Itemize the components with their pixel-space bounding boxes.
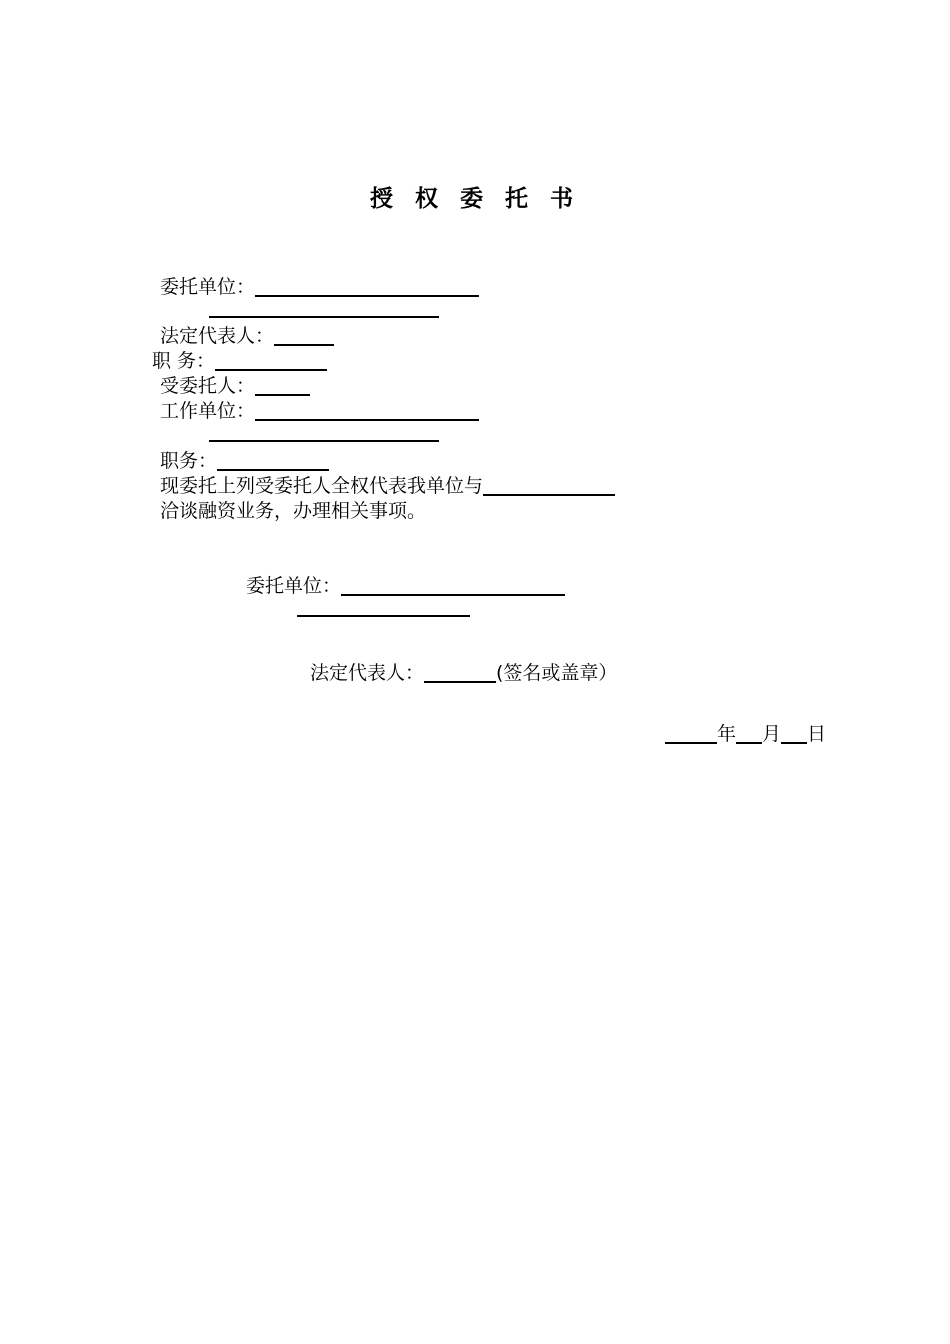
signature-unit-blank[interactable]	[341, 574, 565, 596]
position-blank-2[interactable]	[217, 449, 329, 471]
month-blank[interactable]	[736, 722, 762, 744]
document-title: 授 权 委 托 书	[369, 186, 581, 212]
legal-rep-row	[160, 324, 334, 348]
sign-or-seal-note: (签名或盖章）	[496, 662, 618, 684]
signature-rep-row	[310, 661, 617, 685]
legal-rep-blank[interactable]	[274, 324, 334, 346]
signature-rep-label: 法定代表人：	[310, 662, 425, 684]
trustee-row	[160, 374, 310, 398]
position-row-1	[152, 349, 327, 373]
counterparty-blank[interactable]	[483, 474, 615, 496]
position-label-1: 职 务：	[152, 350, 216, 372]
position-blank-1[interactable]	[215, 349, 327, 371]
entrusting-unit-blank[interactable]	[255, 275, 479, 297]
day-label: 日	[807, 723, 827, 745]
body-text-1: 现委托上列受委托人全权代表我单位与	[160, 475, 484, 497]
work-unit-label: 工作单位：	[160, 400, 256, 422]
signature-unit-label: 委托单位：	[246, 575, 342, 597]
year-blank[interactable]	[665, 722, 717, 744]
work-unit-row	[160, 399, 479, 423]
entrusting-unit-row	[160, 275, 479, 299]
entrusting-unit-label: 委托单位：	[160, 276, 256, 298]
signature-rep-blank[interactable]	[424, 661, 496, 683]
work-unit-blank[interactable]	[255, 399, 479, 421]
trustee-blank[interactable]	[255, 374, 310, 396]
position-row-2	[160, 449, 329, 473]
signature-unit-row	[246, 574, 565, 598]
work-unit-blank-line2[interactable]	[209, 440, 439, 442]
day-blank[interactable]	[781, 722, 807, 744]
body-line-2	[160, 499, 426, 523]
body-text-2: 洽谈融资业务，办理相关事项。	[160, 500, 427, 522]
position-label-2: 职务：	[160, 450, 218, 472]
legal-rep-label: 法定代表人：	[160, 325, 275, 347]
signature-unit-blank-line2[interactable]	[297, 615, 470, 617]
month-label: 月	[762, 723, 782, 745]
entrusting-unit-blank-line2[interactable]	[209, 316, 439, 318]
body-line-1	[160, 474, 615, 498]
year-label: 年	[717, 723, 737, 745]
date-row	[665, 722, 826, 746]
trustee-label: 受委托人：	[160, 375, 256, 397]
